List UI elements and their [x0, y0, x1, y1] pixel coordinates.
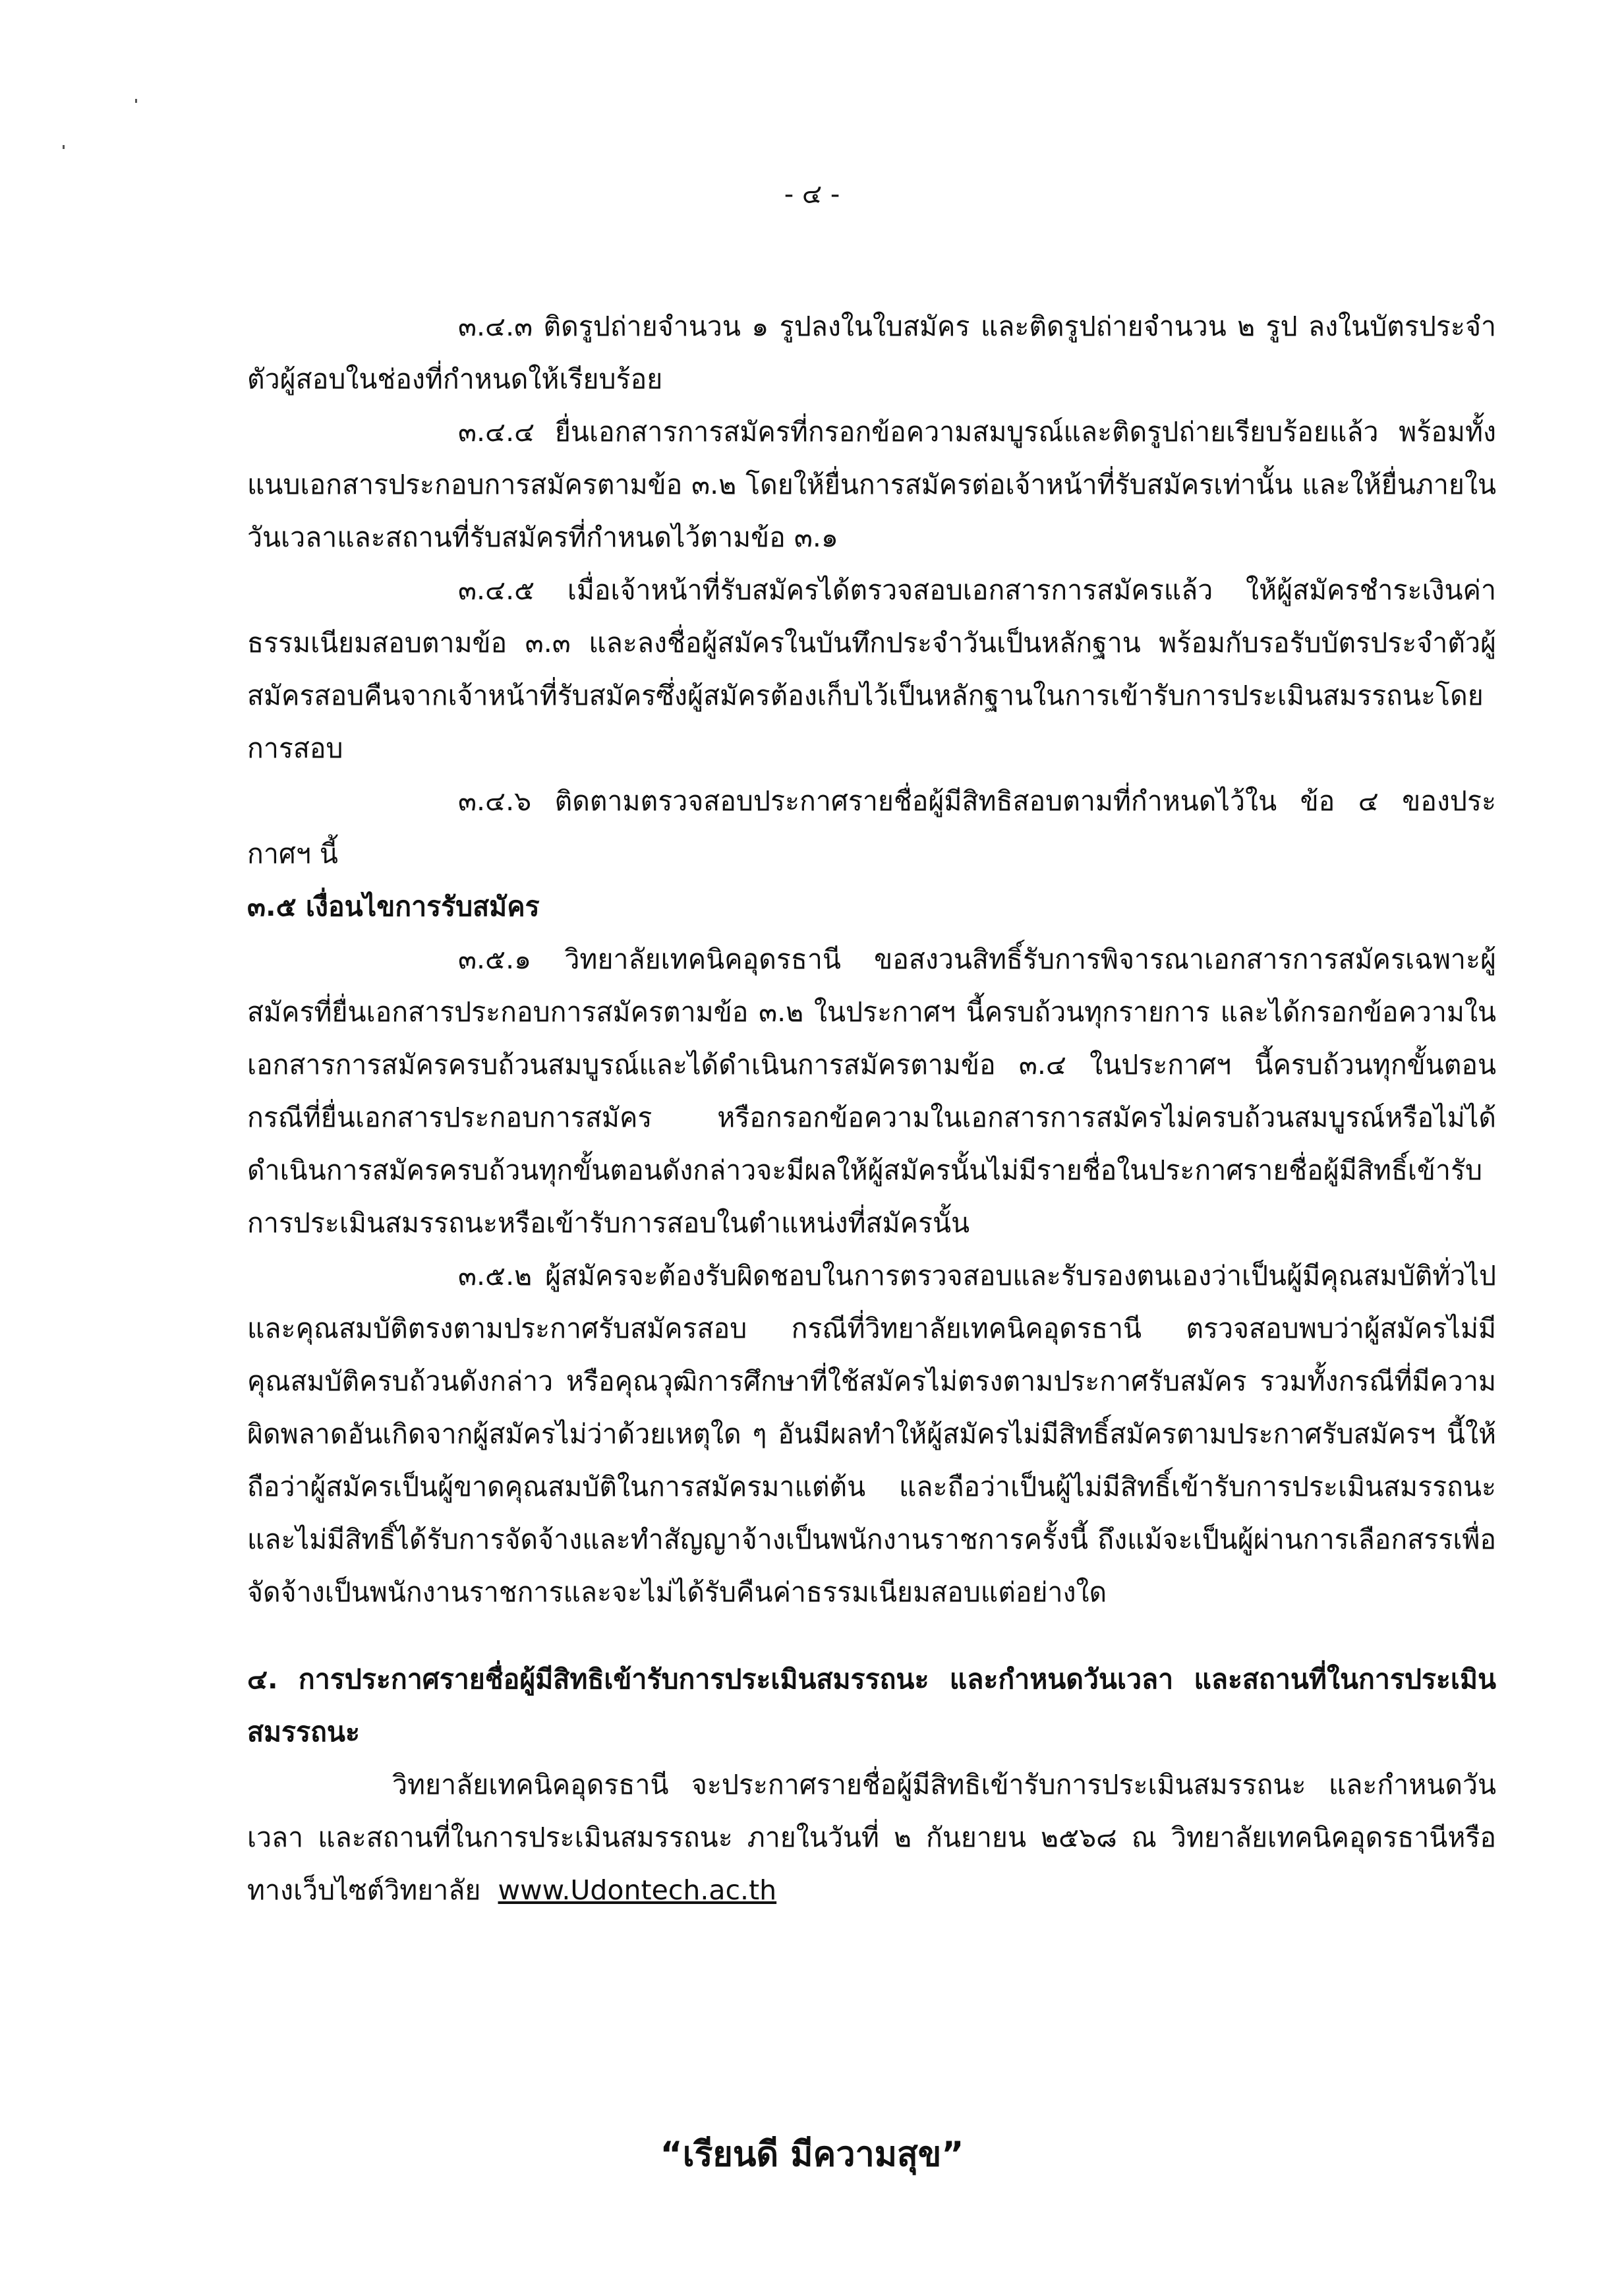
page-number: - ๔ - — [784, 179, 840, 210]
clause-3-4-3: ๓.๔.๓ ติดรูปถ่ายจำนวน ๑ รูปลงในใบสมัคร และติดรูปถ่ายจำนวน ๒ รูป ลงในบัตรประจำตัวผู้สอบในช่องที่กำหนดให้เรียบร้อย — [247, 311, 1496, 395]
scan-speck — [63, 145, 65, 149]
heading-section-4: ๔. การประกาศรายชื่อผู้มีสิทธิเข้ารับการประเมินสมรรถนะ และกำหนดวันเวลา และสถานที่ในการประเมินสมรรถนะ — [247, 1663, 1496, 1748]
website-link[interactable]: www.Udontech.ac.th — [498, 1874, 777, 1906]
motto: “เรียนดี มีความสุข” — [660, 2135, 964, 2174]
clause-3-4-6: ๓.๔.๖ ติดตามตรวจสอบประกาศรายชื่อผู้มีสิทธิสอบตามที่กำหนดไว้ใน ข้อ ๔ ของประกาศฯ นี้ — [247, 785, 1496, 870]
clause-3-4-4: ๓.๔.๔ ยื่นเอกสารการสมัครที่กรอกข้อความสมบูรณ์และติดรูปถ่ายเรียบร้อยแล้ว พร้อมทั้งแนบเอกสารประกอบการสมัครตามข้อ ๓.๒ โดยให้ยื่นการสมัครต่อเจ้าหน้าที่รับสมัครเท่านั้น และให้ยื่นภายในวันเวลาและสถานที่รับสมัครที่กำหนดไว้ตามข้อ ๓.๑ — [247, 416, 1496, 553]
document-body — [247, 300, 1496, 1917]
clause-3-5-1: ๓.๕.๑ วิทยาลัยเทคนิคอุดรธานี ขอสงวนสิทธิ์รับการพิจารณาเอกสารการสมัครเฉพาะผู้สมัครที่ยื่นเอกสารประกอบการสมัครตามข้อ ๓.๒ ในประกาศฯ นี้ครบถ้วนทุกรายการ และได้กรอกข้อความในเอกสารการสมัครครบถ้วนสมบูรณ์และได้ดำเนินการสมัครตามข้อ ๓.๔ ในประกาศฯ นี้ครบถ้วนทุกขั้นตอน กรณีที่ยื่นเอกสารประกอบการสมัคร หรือกรอกข้อความในเอกสารการสมัครไม่ครบถ้วนสมบูรณ์หรือไม่ได้ดำเนินการสมัครครบถ้วนทุกขั้นตอนดังกล่าวจะมีผลให้ผู้สมัครนั้นไม่มีรายชื่อในประกาศรายชื่อผู้มีสิทธิ์เข้ารับการประเมินสมรรถนะหรือเข้ารับการสอบในตำแหน่งที่สมัครนั้น — [247, 943, 1496, 1239]
scan-speck — [135, 99, 137, 103]
section-4-text: วิทยาลัยเทคนิคอุดรธานี จะประกาศรายชื่อผู้มีสิทธิเข้ารับการประเมินสมรรถนะ และกำหนดวันเวลา และสถานที่ในการประเมินสมรรถนะ ภายในวันที่ ๒ กันยายน ๒๕๖๘ ณ วิทยาลัยเทคนิคอุดรธานีหรือทางเว็บไซต์วิทยาลัย — [247, 1769, 1496, 1906]
clause-3-4-5: ๓.๔.๕ เมื่อเจ้าหน้าที่รับสมัครได้ตรวจสอบเอกสารการสมัครแล้ว ให้ผู้สมัครชำระเงินค่าธรรมเนียมสอบตามข้อ ๓.๓ และลงชื่อผู้สมัครในบันทึกประจำวันเป็นหลักฐาน พร้อมกับรอรับบัตรประจำตัวผู้สมัครสอบคืนจากเจ้าหน้าที่รับสมัครซึ่งผู้สมัครต้องเก็บไว้เป็นหลักฐานในการเข้ารับการประเมินสมรรถนะโดยการสอบ — [247, 574, 1496, 764]
clause-3-5-2: ๓.๕.๒ ผู้สมัครจะต้องรับผิดชอบในการตรวจสอบและรับรองตนเองว่าเป็นผู้มีคุณสมบัติทั่วไปและคุณสมบัติตรงตามประกาศรับสมัครสอบ กรณีที่วิทยาลัยเทคนิคอุดรธานี ตรวจสอบพบว่าผู้สมัครไม่มีคุณสมบัติครบถ้วนดังกล่าว หรือคุณวุฒิการศึกษาที่ใช้สมัครไม่ตรงตามประกาศรับสมัคร รวมทั้งกรณีที่มีความผิดพลาดอันเกิดจากผู้สมัครไม่ว่าด้วยเหตุใด ๆ อันมีผลทำให้ผู้สมัครไม่มีสิทธิ์สมัครตามประกาศรับสมัครฯ นี้ให้ถือว่าผู้สมัครเป็นผู้ขาดคุณสมบัติในการสมัครมาแต่ต้น และถือว่าเป็นผู้ไม่มีสิทธิ์เข้ารับการประเมินสมรรถนะและไม่มีสิทธิ์ได้รับการจัดจ้างและทำสัญญาจ้างเป็นพนักงานราชการครั้งนี้ ถึงแม้จะเป็นผู้ผ่านการเลือกสรรเพื่อจัดจ้างเป็นพนักงานราชการและจะไม่ได้รับคืนค่าธรรมเนียมสอบแต่อย่างใด — [247, 1260, 1496, 1608]
section-4-body — [247, 1758, 1496, 1917]
heading-3-5: ๓.๕ เงื่อนไขการรับสมัคร — [247, 891, 540, 922]
